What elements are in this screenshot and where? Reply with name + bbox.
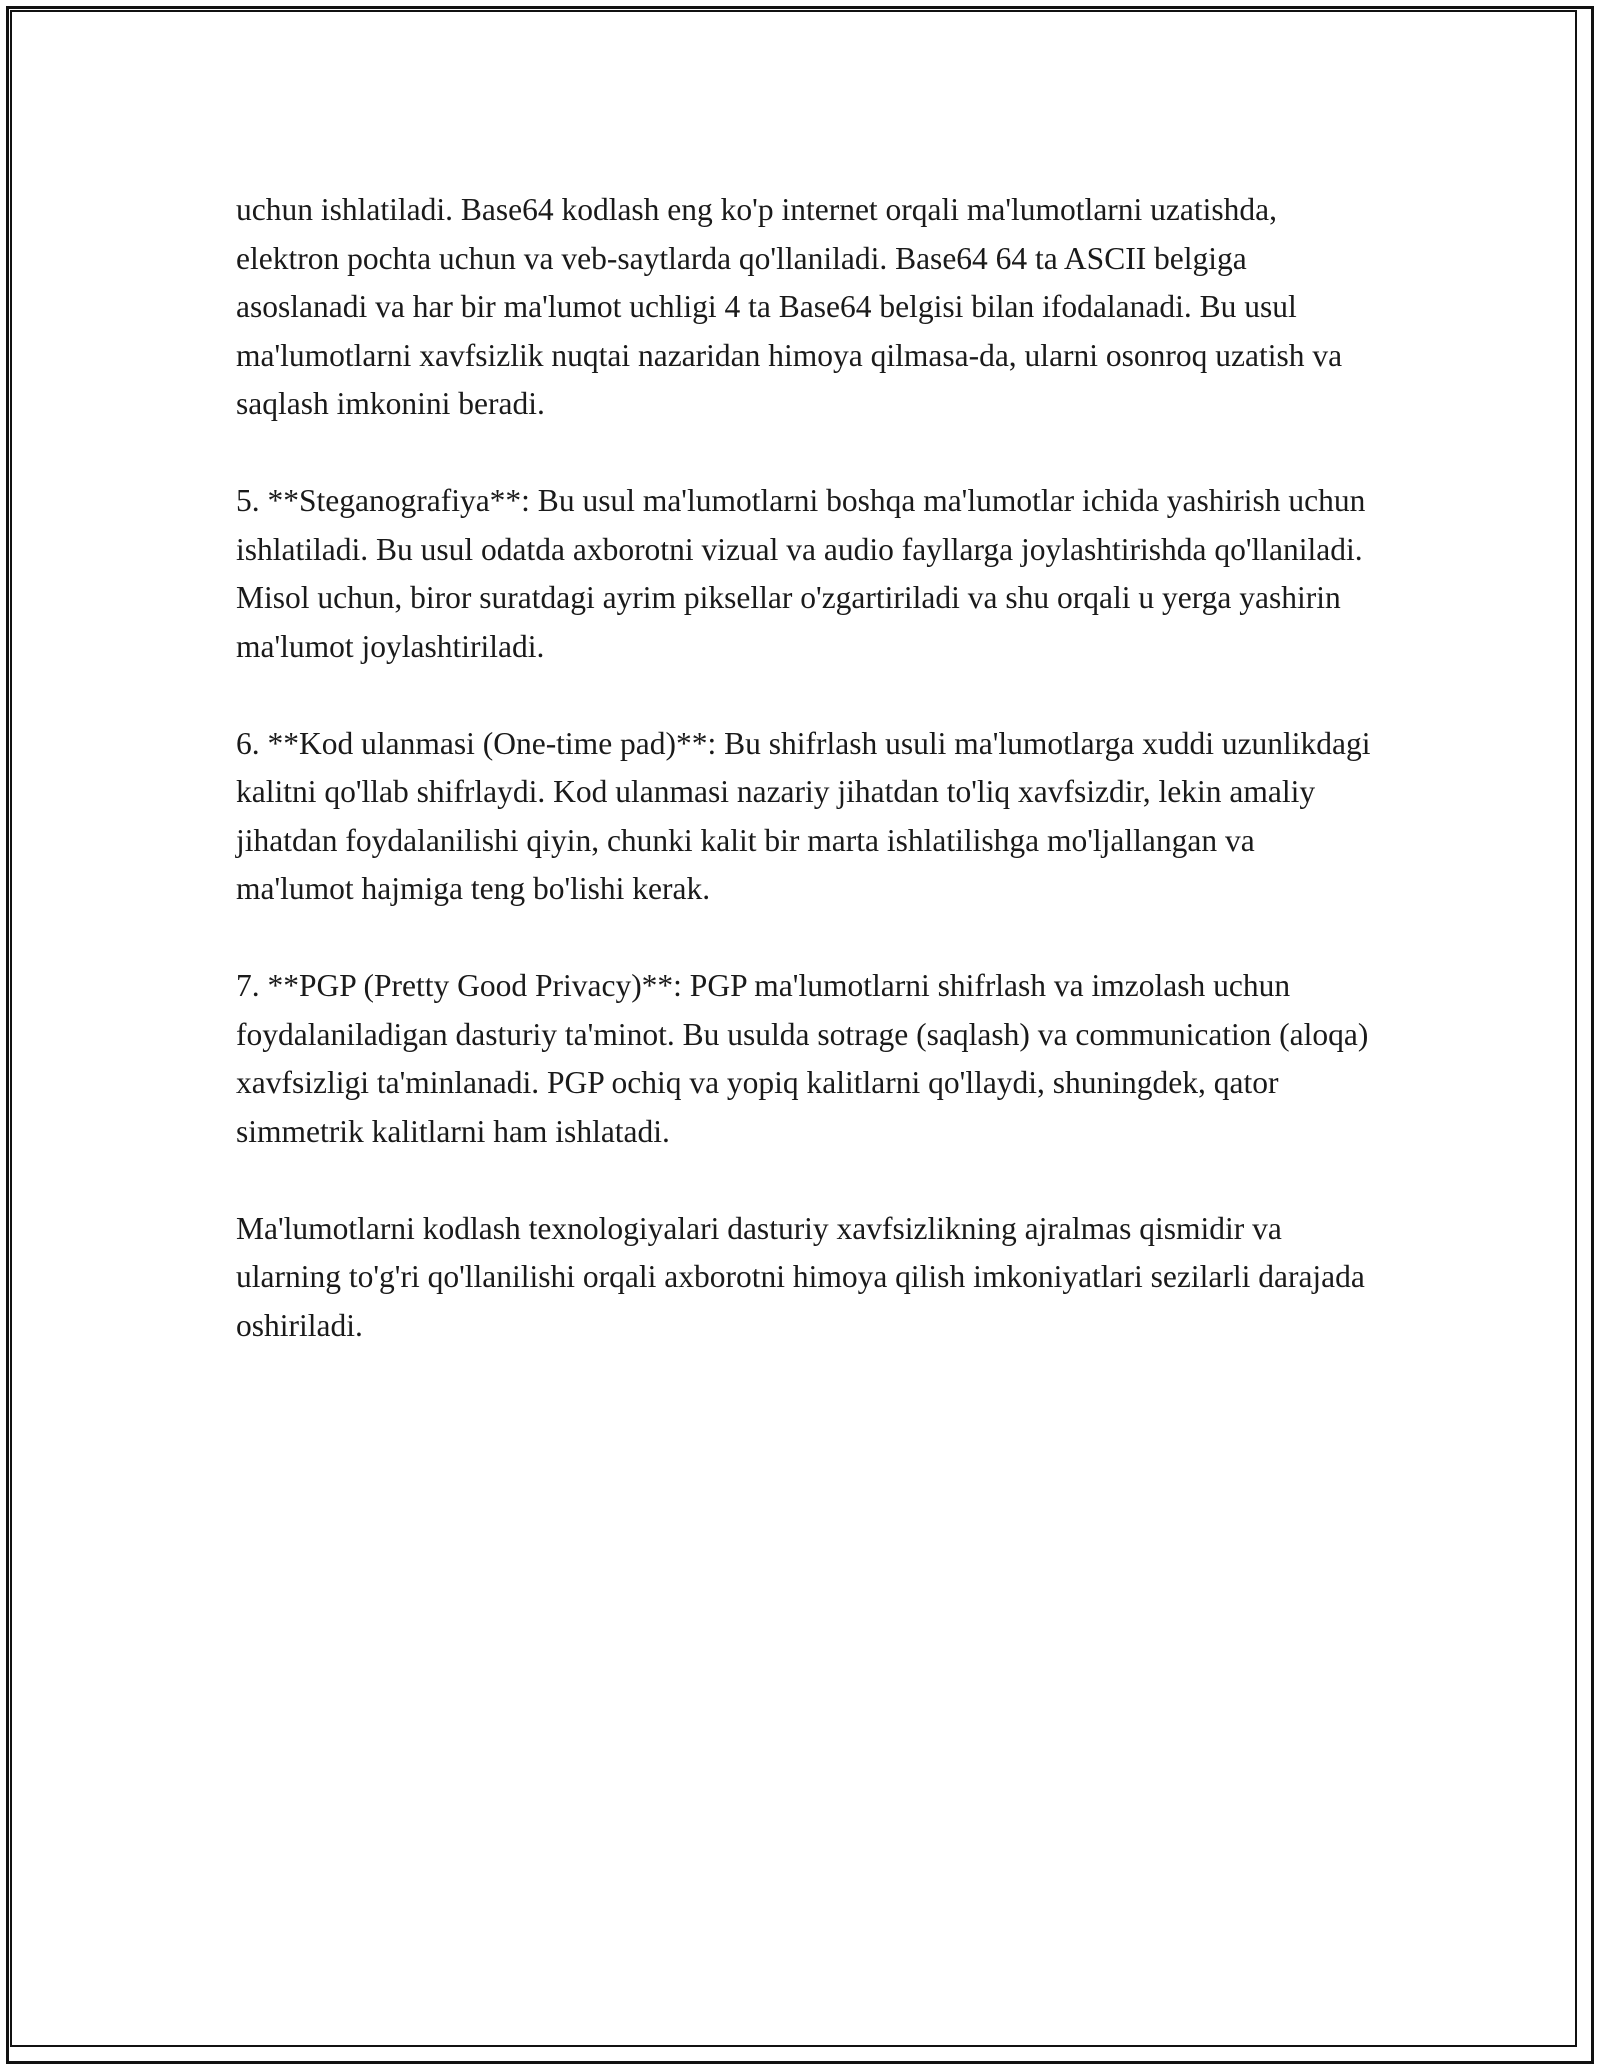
document-body — [236, 186, 1376, 1399]
paragraph-conclusion: Ma'lumotlarni kodlash texnologiyalari dasturiy xavfsizlikning ajralmas qismidir va ularning to'g'ri qo'llanilishi orqali axborotni himoya qilish imkoniyatlari sezilarli darajada oshiriladi. — [236, 1210, 1365, 1343]
paragraph-steganografiya: 5. **Steganografiya**: Bu usul ma'lumotlarni boshqa ma'lumotlar ichida yashirish uchun ishlatiladi. Bu usul odatda axborotni vizual va audio fayllarga joylashtirishda qo'llaniladi. Misol uchun, biror suratdagi ayrim piksellar o'zgartiriladi va shu orqali u yerga yashirin ma'lumot joylashtiriladi. — [236, 483, 1366, 664]
paragraph-kod-ulanmasi: 6. **Kod ulanmasi (One-time pad)**: Bu shifrlash usuli ma'lumotlarga xuddi uzunlikdagi kalitni qo'llab shifrlaydi. Kod ulanmasi nazariy jihatdan to'liq xavfsizdir, lekin amaliy jihatdan foydalanilishi qiyin, chunki kalit bir marta ishlatilishga mo'ljallangan va ma'lumot hajmiga teng bo'lishi kerak. — [236, 725, 1371, 906]
paragraph-base64: uchun ishlatiladi. Base64 kodlash eng ko'p internet orqali ma'lumotlarni uzatishda, elektron pochta uchun va veb-saytlarda qo'llaniladi. Base64 64 ta ASCII belgiga asoslanadi va har bir ma'lumot uchligi 4 ta Base64 belgisi bilan ifodalanadi. Bu usul ma'lumotlarni xavfsizlik nuqtai nazaridan himoya qilmasa-da, ularni osonroq uzatish va saqlash imkonini beradi. — [236, 192, 1343, 421]
paragraph-pgp: 7. **PGP (Pretty Good Privacy)**: PGP ma'lumotlarni shifrlash va imzolash uchun foydalaniladigan dasturiy ta'minot. Bu usulda sotrage (saqlash) va communication (aloqa) xavfsizligi ta'minlanadi. PGP ochiq va yopiq kalitlarni qo'llaydi, shuningdek, qator simmetrik kalitlarni ham ishlatadi. — [236, 968, 1369, 1149]
